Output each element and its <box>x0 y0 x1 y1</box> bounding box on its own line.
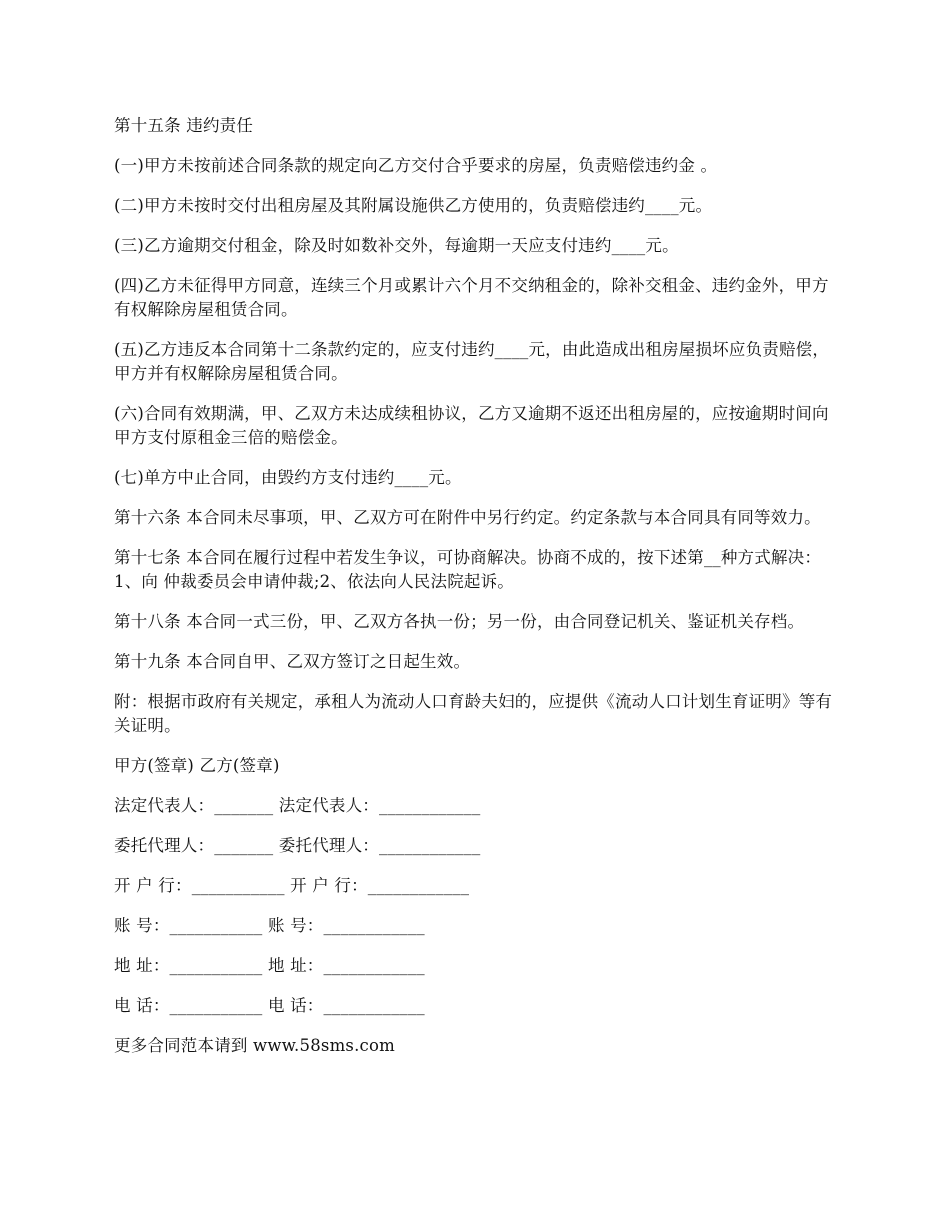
clause-5: (五)乙方违反本合同第十二条款约定的，应支付违约____元，由此造成出租房屋损坏应负责赔偿，甲方并有权解除房屋租赁合同。 <box>114 340 830 383</box>
clause-6: (六)合同有效期满，甲、乙双方未达成续租协议，乙方又逾期不返还出租房屋的，应按逾期时间向甲方支付原租金三倍的赔偿金。 <box>114 404 829 447</box>
clause-3: (三)乙方逾期交付租金，除及时如数补交外，每逾期一天应支付违约____元。 <box>114 236 679 255</box>
clause-7: (七)单方中止合同，由毁约方支付违约____元。 <box>114 468 462 487</box>
account-line: 账 号：___________ 账 号：____________ <box>114 916 425 935</box>
bank-line: 开 户 行：___________ 开 户 行：____________ <box>114 876 470 895</box>
article-18: 第十八条 本合同一式三份，甲、乙双方各执一份；另一份，由合同登记机关、鉴证机关存档。 <box>114 612 805 631</box>
appendix-note: 附：根据市政府有关规定，承租人为流动人口育龄夫妇的，应提供《流动人口计划生育证明》等有关证明。 <box>114 692 833 735</box>
clause-2: (二)甲方未按时交付出租房屋及其附属设施供乙方使用的，负责赔偿违约____元。 <box>114 196 713 215</box>
article-16: 第十六条 本合同未尽事项，甲、乙双方可在附件中另行约定。约定条款与本合同具有同等效力。 <box>114 508 821 527</box>
legal-representative-line: 法定代表人：_______ 法定代表人：____________ <box>114 796 481 815</box>
article-19: 第十九条 本合同自甲、乙双方签订之日起生效。 <box>114 652 471 671</box>
clause-4: (四)乙方未征得甲方同意，连续三个月或累计六个月不交纳租金的，除补交租金、违约金外，甲方有权解除房屋租赁合同。 <box>114 276 829 319</box>
signature-parties: 甲方(签章) 乙方(签章) <box>114 756 280 775</box>
article-17: 第十七条 本合同在履行过程中若发生争议，可协商解决。协商不成的，按下述第__种方式解决：1、向 仲裁委员会申请仲裁;2、依法向人民法院起诉。 <box>114 548 822 591</box>
article-15-heading: 第十五条 违约责任 <box>114 116 254 135</box>
address-line: 地 址：___________ 地 址：____________ <box>114 956 425 975</box>
authorized-agent-line: 委托代理人：_______ 委托代理人：____________ <box>114 836 481 855</box>
document-page <box>114 114 836 1058</box>
clause-1: (一)甲方未按前述合同条款的规定向乙方交付合乎要求的房屋，负责赔偿违约金 。 <box>114 156 718 175</box>
phone-line: 电 话：___________ 电 话：____________ <box>114 996 425 1015</box>
footer-more-templates: 更多合同范本请到 www.58sms.com <box>114 1036 395 1055</box>
